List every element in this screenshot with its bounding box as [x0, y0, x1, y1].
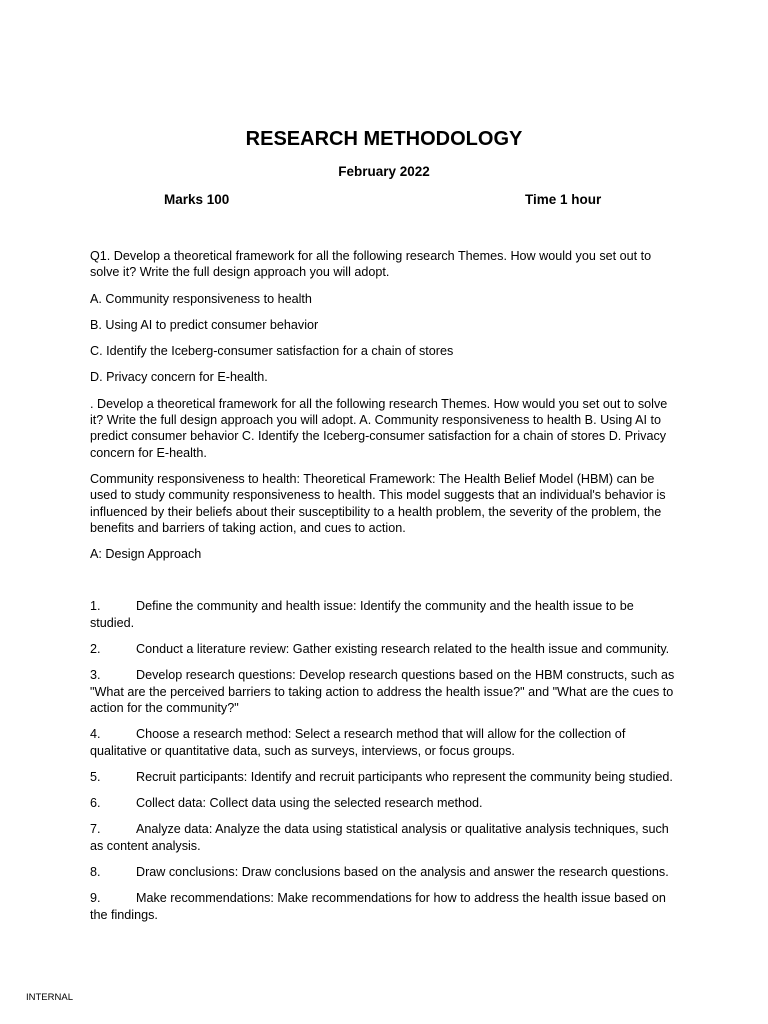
restated-question: . Develop a theoretical framework for all the following research Themes. How would you set out to solve it? Write the full design approach you will adopt. A. Community responsiveness to health B. Using AI to predict consumer behavior C. Identify the Iceberg-consumer satisfaction for a chain of stores D. Privacy concern for E-health. — [90, 396, 668, 460]
step-text: Draw conclusions: Draw conclusions based on the analysis and answer the research questions. — [136, 865, 669, 880]
option-d: D. Privacy concern for E-health. — [90, 370, 268, 385]
design-step — [90, 726, 680, 759]
design-step — [90, 598, 680, 631]
design-step — [90, 821, 680, 854]
step-number: 9. — [90, 891, 101, 906]
option-c: C. Identify the Iceberg-consumer satisfaction for a chain of stores — [90, 344, 454, 359]
design-step — [90, 641, 680, 657]
design-step — [90, 795, 680, 811]
design-approach-heading: A: Design Approach — [90, 547, 202, 562]
step-text: Make recommendations: Make recommendations for how to address the health issue based on the findings. — [90, 891, 666, 922]
document-body — [90, 248, 680, 933]
exam-date: February 2022 — [338, 164, 430, 179]
step-number: 8. — [90, 865, 101, 880]
step-number: 4. — [90, 727, 101, 742]
step-text: Collect data: Collect data using the selected research method. — [136, 796, 483, 811]
step-number: 1. — [90, 599, 101, 614]
option-a: A. Community responsiveness to health — [90, 291, 312, 306]
step-number: 6. — [90, 796, 101, 811]
design-step — [90, 864, 680, 880]
step-text: Analyze data: Analyze the data using statistical analysis or qualitative analysis techniques, such as content analysis. — [90, 822, 669, 853]
step-text: Choose a research method: Select a research method that will allow for the collection of qualitative or quantitative data, such as surveys, interviews, or focus groups. — [90, 727, 626, 758]
step-number: 5. — [90, 769, 101, 784]
step-text: Develop research questions: Develop research questions based on the HBM constructs, such as "What are the perceived barriers to taking action to address the health issue?" and "What are the cues to action for the community?" — [90, 668, 675, 715]
framework-paragraph: Community responsiveness to health: Theoretical Framework: The Health Belief Model (HBM) can be used to study community responsiveness to health. This model suggests that an individual's behavior is influenced by their beliefs about their susceptibility to a health problem, the severity of the problem, the benefits and barriers of taking action, and cues to action. — [90, 471, 666, 535]
design-step — [90, 769, 680, 785]
step-number: 2. — [90, 642, 101, 657]
exam-time: Time 1 hour — [525, 192, 602, 207]
step-text: Define the community and health issue: Identify the community and the health issue to be studied. — [90, 599, 634, 630]
step-text: Conduct a literature review: Gather existing research related to the health issue and community. — [136, 642, 670, 657]
step-number: 7. — [90, 822, 101, 837]
question-1: Q1. Develop a theoretical framework for all the following research Themes. How would you set out to solve it? Write the full design approach you will adopt. — [90, 249, 652, 280]
exam-marks: Marks 100 — [164, 192, 230, 207]
step-text: Recruit participants: Identify and recruit participants who represent the community being studied. — [136, 769, 673, 784]
classification-label: INTERNAL — [26, 992, 73, 1003]
step-number: 3. — [90, 668, 101, 683]
design-step — [90, 890, 680, 923]
design-step — [90, 667, 680, 716]
document-title: RESEARCH METHODOLOGY — [245, 128, 523, 150]
option-b: B. Using AI to predict consumer behavior — [90, 317, 319, 332]
